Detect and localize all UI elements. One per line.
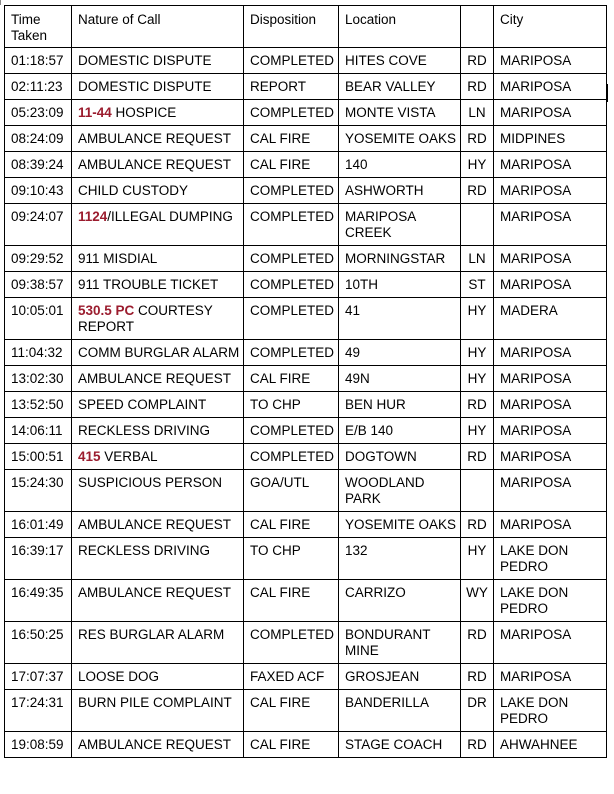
cell-nature-of-call	[72, 204, 244, 246]
cell-location: 41	[339, 298, 461, 340]
table-row	[5, 366, 607, 392]
cell-disposition: CAL FIRE	[244, 152, 339, 178]
call-description: AMBULANCE REQUEST	[78, 371, 232, 386]
header-location: Location	[339, 6, 461, 48]
call-description: AMBULANCE REQUEST	[78, 131, 232, 146]
call-description: HOSPICE	[111, 105, 177, 120]
cell-location-type: WY	[461, 580, 494, 622]
cell-location-type: RD	[461, 732, 494, 758]
cell-disposition: COMPLETED	[244, 418, 339, 444]
cell-location: CARRIZO	[339, 580, 461, 622]
call-description: BURN PILE COMPLAINT	[78, 695, 232, 710]
cell-time-taken: 08:24:09	[5, 126, 72, 152]
cell-disposition: COMPLETED	[244, 204, 339, 246]
cell-time-taken: 01:18:57	[5, 48, 72, 74]
cell-location: STAGE COACH	[339, 732, 461, 758]
header-row	[5, 6, 607, 48]
cell-disposition: CAL FIRE	[244, 126, 339, 152]
cell-city: MARIPOSA	[494, 392, 607, 418]
cell-time-taken: 14:06:11	[5, 418, 72, 444]
cell-city: MARIPOSA	[494, 418, 607, 444]
cell-location-type: RD	[461, 178, 494, 204]
cell-disposition: COMPLETED	[244, 100, 339, 126]
table-row	[5, 246, 607, 272]
cell-location: BEAR VALLEY	[339, 74, 461, 100]
cell-city: MARIPOSA	[494, 204, 607, 246]
cell-nature-of-call	[72, 732, 244, 758]
call-description: COMM BURGLAR ALARM	[78, 345, 240, 360]
header-time-taken: Time Taken	[5, 6, 72, 48]
cell-location: E/B 140	[339, 418, 461, 444]
cell-nature-of-call	[72, 272, 244, 298]
table-row	[5, 152, 607, 178]
cell-time-taken: 09:10:43	[5, 178, 72, 204]
cell-city: MARIPOSA	[494, 74, 607, 100]
cell-city: MARIPOSA	[494, 178, 607, 204]
cell-location-type: DR	[461, 690, 494, 732]
cell-time-taken: 05:23:09	[5, 100, 72, 126]
cell-city: MARIPOSA	[494, 152, 607, 178]
call-code: 1124	[78, 209, 108, 224]
cell-time-taken: 15:24:30	[5, 470, 72, 512]
call-description: 911 TROUBLE TICKET	[78, 277, 219, 292]
cell-nature-of-call	[72, 152, 244, 178]
table-row	[5, 126, 607, 152]
cell-location-type: RD	[461, 512, 494, 538]
cell-location: BANDERILLA	[339, 690, 461, 732]
table-row	[5, 690, 607, 732]
table-row	[5, 580, 607, 622]
cell-nature-of-call	[72, 622, 244, 664]
cell-time-taken: 08:39:24	[5, 152, 72, 178]
table-row	[5, 444, 607, 470]
cell-location-type: HY	[461, 366, 494, 392]
call-description: AMBULANCE REQUEST	[78, 157, 232, 172]
table-row	[5, 470, 607, 512]
cell-disposition: CAL FIRE	[244, 580, 339, 622]
cell-city: MARIPOSA	[494, 664, 607, 690]
cell-time-taken: 16:49:35	[5, 580, 72, 622]
cell-time-taken: 17:24:31	[5, 690, 72, 732]
table-row	[5, 732, 607, 758]
cell-time-taken: 10:05:01	[5, 298, 72, 340]
call-code: 11-44	[78, 105, 112, 120]
cell-city: MARIPOSA	[494, 512, 607, 538]
cell-location: BEN HUR	[339, 392, 461, 418]
cell-disposition: CAL FIRE	[244, 732, 339, 758]
cell-disposition: COMPLETED	[244, 622, 339, 664]
cell-location-type: HY	[461, 418, 494, 444]
cell-disposition: TO CHP	[244, 392, 339, 418]
cell-location: 10TH	[339, 272, 461, 298]
cell-time-taken: 15:00:51	[5, 444, 72, 470]
cell-location: 132	[339, 538, 461, 580]
table-row	[5, 664, 607, 690]
cell-disposition: COMPLETED	[244, 246, 339, 272]
cell-disposition: COMPLETED	[244, 340, 339, 366]
cell-nature-of-call	[72, 538, 244, 580]
cell-city: LAKE DON PEDRO	[494, 538, 607, 580]
cell-location: MORNINGSTAR	[339, 246, 461, 272]
cell-location: 49N	[339, 366, 461, 392]
cell-location: HITES COVE	[339, 48, 461, 74]
cell-nature-of-call	[72, 664, 244, 690]
cell-location-type: RD	[461, 444, 494, 470]
cell-time-taken: 16:01:49	[5, 512, 72, 538]
cell-location: DOGTOWN	[339, 444, 461, 470]
cell-location-type: RD	[461, 48, 494, 74]
cell-nature-of-call	[72, 470, 244, 512]
cell-nature-of-call	[72, 444, 244, 470]
header-city: City	[494, 6, 607, 48]
table-row	[5, 512, 607, 538]
call-description: SUSPICIOUS PERSON	[78, 475, 223, 490]
cell-time-taken: 13:02:30	[5, 366, 72, 392]
cell-disposition: COMPLETED	[244, 48, 339, 74]
cell-location-type: HY	[461, 298, 494, 340]
cell-nature-of-call	[72, 178, 244, 204]
cell-city: MADERA	[494, 298, 607, 340]
cell-city: AHWAHNEE	[494, 732, 607, 758]
call-log-table	[4, 5, 607, 758]
cell-time-taken: 09:24:07	[5, 204, 72, 246]
cell-city: MARIPOSA	[494, 340, 607, 366]
cell-location-type: LN	[461, 100, 494, 126]
cell-time-taken: 19:08:59	[5, 732, 72, 758]
cell-time-taken: 09:38:57	[5, 272, 72, 298]
cell-disposition: CAL FIRE	[244, 512, 339, 538]
cell-location: BONDURANT MINE	[339, 622, 461, 664]
call-description: AMBULANCE REQUEST	[78, 517, 232, 532]
table-row	[5, 392, 607, 418]
table-row	[5, 204, 607, 246]
call-description: COURTESY REPORT	[78, 303, 213, 334]
cell-city: LAKE DON PEDRO	[494, 690, 607, 732]
cell-location: GROSJEAN	[339, 664, 461, 690]
cell-time-taken: 09:29:52	[5, 246, 72, 272]
header-nature-of-call: Nature of Call	[72, 6, 244, 48]
call-code: 415	[78, 449, 101, 464]
call-description: DOMESTIC DISPUTE	[78, 79, 212, 94]
header-location-type	[461, 6, 494, 48]
table-row	[5, 538, 607, 580]
cell-time-taken: 16:39:17	[5, 538, 72, 580]
cell-disposition: COMPLETED	[244, 298, 339, 340]
cell-location-type: HY	[461, 152, 494, 178]
table-row	[5, 622, 607, 664]
cell-nature-of-call	[72, 418, 244, 444]
cell-location-type	[461, 204, 494, 246]
table-row	[5, 178, 607, 204]
cell-nature-of-call	[72, 392, 244, 418]
call-description: 911 MISDIAL	[78, 251, 158, 266]
cell-disposition: COMPLETED	[244, 444, 339, 470]
cell-city: MARIPOSA	[494, 470, 607, 512]
cell-location: ASHWORTH	[339, 178, 461, 204]
call-description: RECKLESS DRIVING	[78, 543, 211, 558]
call-description: AMBULANCE REQUEST	[78, 737, 232, 752]
cell-location-type: RD	[461, 126, 494, 152]
cell-city: MARIPOSA	[494, 100, 607, 126]
cell-time-taken: 11:04:32	[5, 340, 72, 366]
cell-city: MARIPOSA	[494, 246, 607, 272]
table-row	[5, 100, 607, 126]
call-description: DOMESTIC DISPUTE	[78, 53, 212, 68]
cell-time-taken: 16:50:25	[5, 622, 72, 664]
cell-location-type: RD	[461, 74, 494, 100]
cell-time-taken: 17:07:37	[5, 664, 72, 690]
cell-nature-of-call	[72, 580, 244, 622]
cell-disposition: FAXED ACF	[244, 664, 339, 690]
call-description: /ILLEGAL DUMPING	[107, 209, 233, 224]
header-disposition: Disposition	[244, 6, 339, 48]
cell-location-type: ST	[461, 272, 494, 298]
call-description: SPEED COMPLAINT	[78, 397, 207, 412]
cell-city: MARIPOSA	[494, 444, 607, 470]
cell-location: MONTE VISTA	[339, 100, 461, 126]
cell-location-type: RD	[461, 622, 494, 664]
call-code: 530.5 PC	[78, 303, 135, 318]
cell-nature-of-call	[72, 48, 244, 74]
call-description: RECKLESS DRIVING	[78, 423, 211, 438]
cell-nature-of-call	[72, 512, 244, 538]
cell-location: WOODLAND PARK	[339, 470, 461, 512]
cell-city: MARIPOSA	[494, 622, 607, 664]
cell-nature-of-call	[72, 74, 244, 100]
cell-disposition: COMPLETED	[244, 272, 339, 298]
table-row	[5, 418, 607, 444]
cell-city: LAKE DON PEDRO	[494, 580, 607, 622]
table-row	[5, 272, 607, 298]
cell-time-taken: 13:52:50	[5, 392, 72, 418]
cell-nature-of-call	[72, 100, 244, 126]
call-description: RES BURGLAR ALARM	[78, 627, 225, 642]
cell-disposition: TO CHP	[244, 538, 339, 580]
cell-location-type: RD	[461, 392, 494, 418]
table-row	[5, 74, 607, 100]
cell-location: YOSEMITE OAKS	[339, 126, 461, 152]
cell-nature-of-call	[72, 366, 244, 392]
cell-disposition: REPORT	[244, 74, 339, 100]
cell-disposition: GOA/UTL	[244, 470, 339, 512]
table-row	[5, 48, 607, 74]
cell-disposition: CAL FIRE	[244, 366, 339, 392]
call-description: CHILD CUSTODY	[78, 183, 189, 198]
cell-city: MIDPINES	[494, 126, 607, 152]
cell-location-type: LN	[461, 246, 494, 272]
cell-location: YOSEMITE OAKS	[339, 512, 461, 538]
cell-time-taken: 02:11:23	[5, 74, 72, 100]
cell-location-type: RD	[461, 664, 494, 690]
cell-city: MARIPOSA	[494, 48, 607, 74]
cell-disposition: CAL FIRE	[244, 690, 339, 732]
cell-location-type	[461, 470, 494, 512]
cell-nature-of-call	[72, 246, 244, 272]
cell-location: MARIPOSA CREEK	[339, 204, 461, 246]
call-description: VERBAL	[100, 449, 158, 464]
cell-nature-of-call	[72, 340, 244, 366]
cell-nature-of-call	[72, 298, 244, 340]
cell-disposition: COMPLETED	[244, 178, 339, 204]
cell-location: 140	[339, 152, 461, 178]
call-description: AMBULANCE REQUEST	[78, 585, 232, 600]
cell-city: MARIPOSA	[494, 272, 607, 298]
page-corner-mark	[0, 0, 1, 5]
cell-location-type: HY	[461, 538, 494, 580]
cell-nature-of-call	[72, 690, 244, 732]
table-row	[5, 298, 607, 340]
cell-location: 49	[339, 340, 461, 366]
cell-nature-of-call	[72, 126, 244, 152]
cell-city: MARIPOSA	[494, 366, 607, 392]
table-row	[5, 340, 607, 366]
cell-location-type: HY	[461, 340, 494, 366]
call-description: LOOSE DOG	[78, 669, 160, 684]
